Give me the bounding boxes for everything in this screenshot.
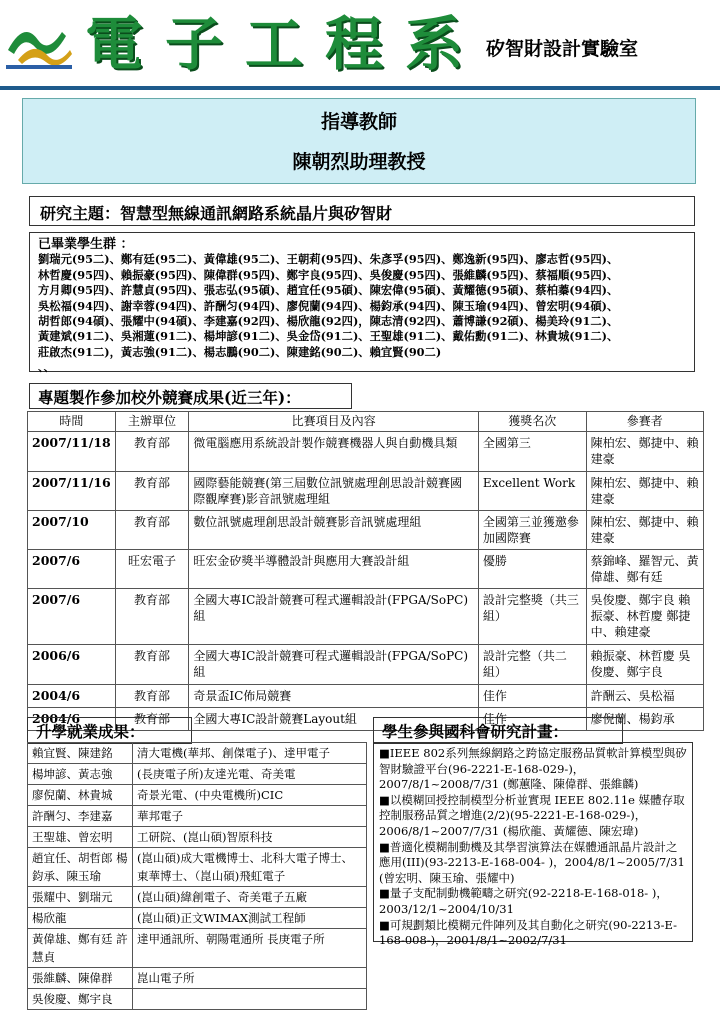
cell-org: 教育部 (115, 645, 189, 685)
table-row (28, 743, 367, 764)
cell-item: 微電腦應用系統設計製作競賽機器人與自動機具類 (189, 432, 479, 472)
cell-names: 楊坤諺、黃志強 (28, 764, 133, 785)
table-row (28, 908, 367, 929)
cell-place: (崑山碩)正文WIMAX測試工程師 (133, 908, 367, 929)
project-item: ■IEEE 802系列無線網路之跨協定服務品質軟計算模型與矽智財驗證平台(96-2221-E-168-029-)，2007/8/1~2008/7/31 (鄭蕙隆、陳偉群、張維麟) (379, 746, 687, 792)
cell-members: 陳柏宏、鄭捷中、賴建豪 (586, 432, 703, 472)
column-header: 主辦單位 (115, 412, 189, 432)
graduates-line: 劉瑞元(95二)、鄭有廷(95二)、黃偉雄(95二)、王朝莉(95四)、朱彥孚(95四)、鄭逸新(95四)、廖志哲(95四)、 (38, 252, 619, 267)
cell-item: 旺宏金矽獎半導體設計與應用大賽設計組 (189, 550, 479, 589)
advisor-label: 指導教師 (320, 111, 397, 133)
cell-date: 2007/11/16 (28, 472, 116, 511)
cell-names: 吳俊慶、鄭宇良 (28, 989, 133, 1010)
table-row (28, 806, 367, 827)
cell-names: 黃偉雄、鄭有廷 許慧貞 (28, 929, 133, 968)
graduates-line: 胡哲郎(94碩)、張耀中(94碩)、李建嘉(92四)、楊欣龍(92四)，陳志清(92四)、蕭博謙(92碩)、楊美玲(91二)、 (38, 314, 619, 329)
competitions-table (27, 411, 704, 731)
cell-names: 許酬匀、李建嘉 (28, 806, 133, 827)
project-item: ■以模糊回授控制模型分析並實現 IEEE 802.11e 媒體存取控制服務品質之增進(2/2)(95-2221-E-168-029-)，2006/8/1~2007/7/31 (楊欣龍、黃耀德、陳宏瑋) (379, 792, 685, 838)
graduates-title: 已畢業學生群 ： (38, 237, 134, 252)
cell-award: 全國第三 (478, 432, 586, 472)
table-row (28, 827, 367, 848)
cell-item: 國際藝能競賽(第三屆數位訊號處理創思設計競賽國際觀摩賽)影音訊號處理組 (189, 472, 479, 511)
graduates-box (29, 232, 695, 375)
jobs-title: 升學就業成果： (27, 717, 192, 744)
cell-place (133, 989, 367, 1010)
cell-place: 崑山電子所 (133, 968, 367, 989)
table-row (28, 929, 367, 968)
project-item: ■可規劃類比模糊元件陣列及其自動化之研究(90-2213-E-168-008-)，2001/8/1~2002/7/31 (379, 917, 678, 948)
graduates-line: 莊啟杰(91二)，黃志強(91二)、楊志鵬(90二)、陳建銘(90二)、賴宜賢(90二) (38, 344, 442, 359)
table-row (28, 764, 367, 785)
nsc-projects-box (373, 742, 693, 948)
table-row (28, 848, 367, 887)
cell-names: 趙宜任、胡哲郎 楊鈞承、陳玉瑜 (28, 848, 133, 887)
cell-place: (長庚電子所)友達光電、奇美電 (133, 764, 367, 785)
cell-date: 2004/6 (28, 708, 116, 731)
cell-org: 教育部 (115, 511, 189, 550)
cell-members: 陳柏宏、鄭捷中、賴建豪 (586, 472, 703, 511)
nsc-projects-title: 學生參與國科會研究計畫： (373, 717, 623, 744)
cell-award: 設計完整（共二組） (478, 645, 586, 685)
table-row (28, 989, 367, 1010)
research-topic: 研究主題：智慧型無線通訊網路系統晶片與矽智財 (29, 196, 695, 226)
table-row (28, 785, 367, 806)
cell-names: 楊欣龍 (28, 908, 133, 929)
column-header: 比賽項目及內容 (189, 412, 479, 432)
cell-item: 數位訊號處理創思設計競賽影音訊號處理組 (189, 511, 479, 550)
cell-item: 全國大專IC設計競賽Layout組 (189, 708, 479, 731)
graduates-line: 方月卿(95四)、許慧貞(95四)、張志弘(95碩)、趙宜任(95碩)、陳宏偉(95碩)、黃耀德(95碩)、蔡柏蓁(94四)、 (38, 283, 619, 298)
cell-place: (崑山碩)成大電機博士、北科大電子博士、東華博士、（崑山碩)飛虹電子 (133, 848, 367, 887)
cell-award: 佳作 (478, 708, 586, 731)
column-header: 時間 (28, 412, 116, 432)
table-row (28, 432, 704, 472)
cell-org: 教育部 (115, 589, 189, 645)
graduates-line: 吳松福(94四)、謝幸蓉(94四)、許酬匀(94四)、廖倪蘭(94四)、楊鈞承(94四)、陳玉瑜(94四)、曾宏明(94碩)、 (38, 298, 619, 313)
cell-date: 2007/10 (28, 511, 116, 550)
table-row (28, 472, 704, 511)
cell-date: 2007/6 (28, 550, 116, 589)
cell-award: 優勝 (478, 550, 586, 589)
graduates-line: 、、 (38, 360, 55, 375)
cell-members: 許酬云、吳松福 (586, 685, 703, 708)
department-logo-icon (4, 10, 74, 72)
cell-names: 廖倪蘭、林貴城 (28, 785, 133, 806)
cell-award: Excellent Work (478, 472, 586, 511)
cell-names: 賴宜賢、陳建銘 (28, 743, 133, 764)
cell-item: 全國大專IC設計競賽可程式邏輯設計(FPGA/SoPC)組 (189, 645, 479, 685)
cell-org: 教育部 (115, 432, 189, 472)
cell-members: 蔡錦峰、羅智元、黃偉雄、鄭有廷 (586, 550, 703, 589)
cell-date: 2006/6 (28, 645, 116, 685)
cell-place: (崑山碩)緯創電子、奇美電子五廠 (133, 887, 367, 908)
competitions-title: 專題製作參加校外競賽成果(近三年)： (29, 383, 352, 409)
jobs-table (27, 742, 367, 1010)
table-row (28, 511, 704, 550)
header-divider (0, 86, 720, 90)
project-item: ■量子支配制動機範疇之研究(92-2218-E-168-018- )，2003/12/1~2004/10/31 (379, 886, 668, 916)
cell-item: 全國大專IC設計競賽可程式邏輯設計(FPGA/SoPC)組 (189, 589, 479, 645)
department-title: 電子工程系 (85, 10, 486, 78)
cell-date: 2007/11/18 (28, 432, 116, 472)
cell-members: 廖倪蘭、楊鈞承 (586, 708, 703, 731)
cell-names: 張維麟、陳偉群 (28, 968, 133, 989)
cell-org: 教育部 (115, 472, 189, 511)
project-item: ■普適化模糊制動機及其學習演算法在媒體通訊晶片設計之應用(III)(93-2213-E-168-004- )，2004/8/1~2005/7/31 (曾宏明、陳玉瑜、張耀中) (379, 839, 685, 885)
cell-org: 旺宏電子 (115, 550, 189, 589)
graduates-line: 黃建斌(91二)、吳湘蓮(91二)、楊坤諺(91二)、吳金岱(91二)、王聖雄(91二)、戴佑勳(91二)、林貴城(91二)、 (38, 329, 619, 344)
cell-award: 全國第三並獲邀參加國際賽 (478, 511, 586, 550)
cell-names: 王聖雄、曾宏明 (28, 827, 133, 848)
cell-org: 教育部 (115, 685, 189, 708)
cell-place: 清大電機(華邦、創傑電子)、達甲電子 (133, 743, 367, 764)
cell-item: 奇景盃IC佈局競賽 (189, 685, 479, 708)
graduates-line: 林哲慶(95四)、賴振豪(95四)、陳偉群(95四)、鄭宇良(95四)、吳俊慶(95四)、張維麟(95四)、蔡福順(95四)、 (38, 267, 619, 282)
page-header (0, 0, 720, 90)
table-row (28, 887, 367, 908)
cell-award: 佳作 (478, 685, 586, 708)
table-row (28, 550, 704, 589)
cell-place: 奇景光電、(中央電機所)CIC (133, 785, 367, 806)
cell-place: 華邦電子 (133, 806, 367, 827)
cell-place: 工研院、(崑山碩)智原科技 (133, 827, 367, 848)
table-row (28, 968, 367, 989)
cell-org: 教育部 (115, 708, 189, 731)
table-row (28, 685, 704, 708)
cell-names: 張耀中、劉瑞元 (28, 887, 133, 908)
advisor-name: 陳朝烈助理教授 (292, 151, 426, 173)
lab-name: 矽智財設計實驗室 (486, 38, 639, 60)
cell-date: 2004/6 (28, 685, 116, 708)
table-row (28, 589, 704, 645)
column-header: 參賽者 (586, 412, 703, 432)
table-row (28, 645, 704, 685)
cell-members: 賴振豪、林哲慶 吳俊慶、鄭宇良 (586, 645, 703, 685)
table-header-row (28, 412, 704, 432)
cell-members: 吳俊慶、鄭宇良 賴振豪、林哲慶 鄭捷中、賴建豪 (586, 589, 703, 645)
cell-members: 陳柏宏、鄭捷中、賴建豪 (586, 511, 703, 550)
advisor-box (22, 98, 696, 184)
cell-award: 設計完整獎（共三組） (478, 589, 586, 645)
cell-place: 達甲通訊所、朝陽電通所 長庚電子所 (133, 929, 367, 968)
column-header: 獲獎名次 (478, 412, 586, 432)
cell-date: 2007/6 (28, 589, 116, 645)
